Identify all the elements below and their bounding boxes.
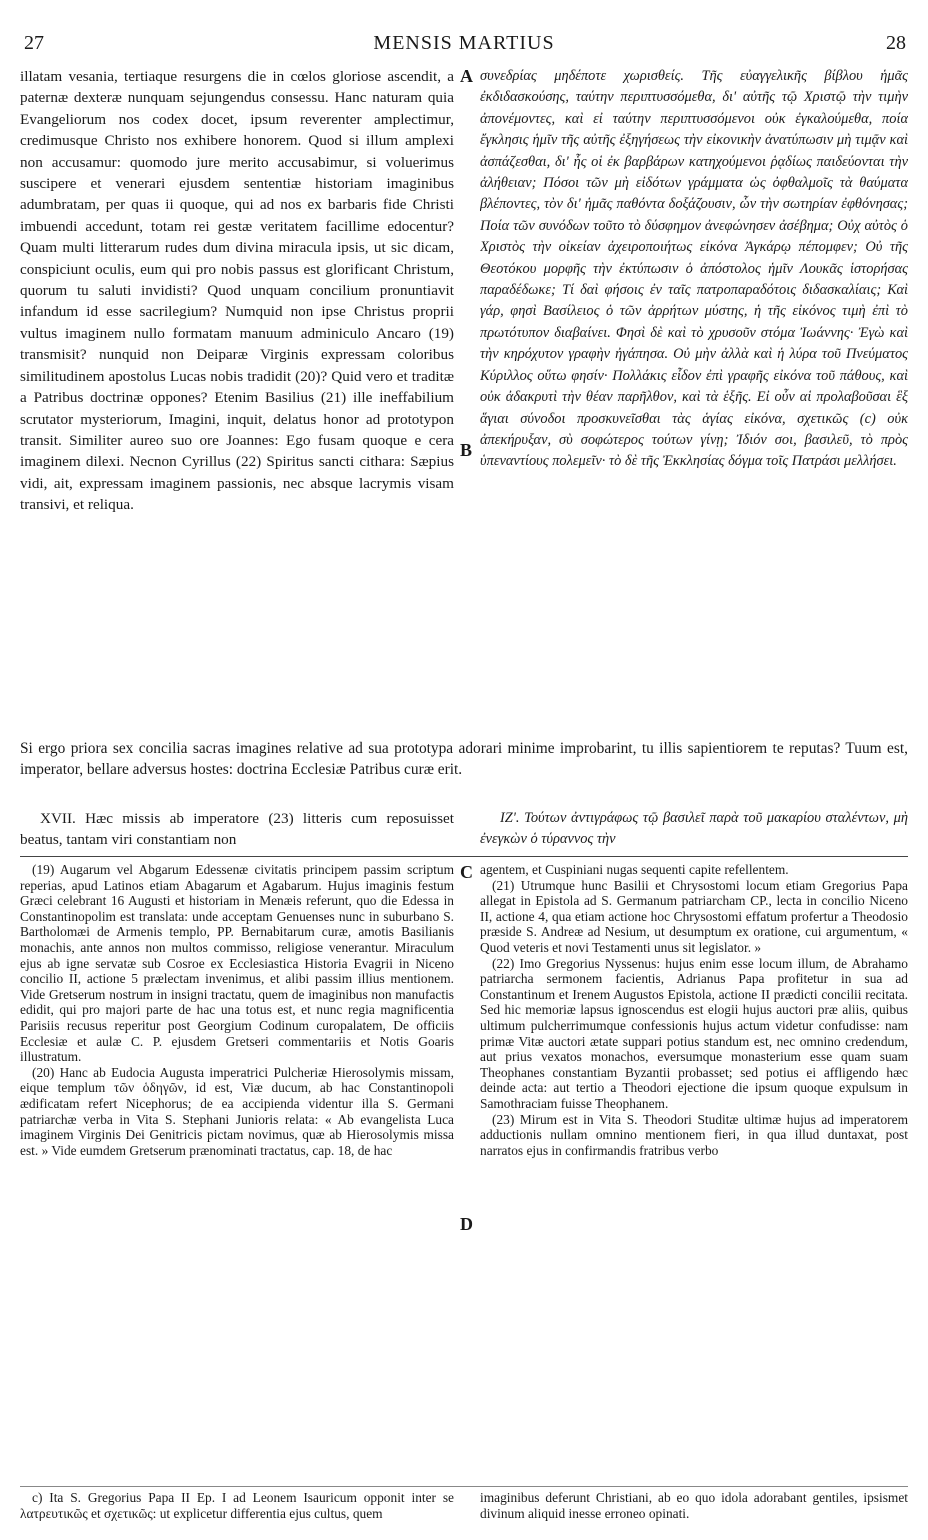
section-xvii-greek: [480, 808, 908, 852]
latin-conclusion-text: Si ergo priora sex concilia sacras imagines relative ad sua prototypa adorari minime improbarint, tu illis sapientiorem te reputas? Tuum est, imperator, bellare adversus hostes: doctrina Ecclesiæ Patribus curæ erit.: [20, 740, 908, 779]
notes-right-column: [480, 862, 908, 1482]
margin-letter-b: B: [460, 440, 473, 460]
page-number-left: 27: [24, 32, 44, 54]
margin-letter-c: C: [460, 862, 473, 882]
latin-main-text: illatam vesania, tertiaque resurgens die in cœlos gloriose ascendit, a paternæ dexteræ nunquam sejungendus consessu. Hanc naturam quia Evangeliorum nos codex docet, ipsum reverenter amplectimur, credimusque Christo nos exhibere honorem. Quod si illum amplexi non accusamur: quomodo jure merito accusabimur, si voluerimus suscipere et venerari ejusdem sententiæ historiam imaginibus adumbratam, per quas ii quoque, qui ad nos ex barbaris fide Christi imbuendi accedunt, totam rei gestæ veritatem facillime edocentur? Quam multi litterarum rudes dum divina miracula ipsis, ut sic dicam, conspiciunt oculis, eum qui pro nobis passus est glorificant Christum, quorum tu saluti invidisti? Quod unquam concilium pronuntiavit infandum id esse sacrilegium? Numquid non ipse Christus proprii vultus imaginem nullo formatam manuum adminiculo Ancaro (19) transmisit? nunquid non Deiparæ Virginis expressam coloribus similitudinem apostolus Lucas nobis tradidit (20)? Quid vero et traditæ a Patribus doctrinæ oppones? Etenim Basilius (21) ille ineffabilium scrutator mysteriorum, Imagini, inquit, delatus honor ad prototypon transit. Similiter aureo suo ore Joannes: Ego fusam quoque e cera imaginem dilexi. Necnon Cyrillus (22) Spiritus sancti cithara: Sæpius vidi, ait, expressam imaginem passionis, nec absque lacrymis visam transivi, et reliqua.: [20, 68, 454, 514]
footnote-separator: [20, 1486, 908, 1487]
footnote-c-right: [480, 1490, 908, 1538]
footnote-c-continuation: imaginibus deferunt Christiani, ab eo quo idola adorabant gentiles, ipsismet divinum aliquid inesse erroneo opinati.: [480, 1490, 908, 1521]
margin-letter-a: A: [460, 66, 473, 86]
greek-main-text: συνεδρίας μηδέποτε χωρισθείς. Τῆς εὐαγγελικῆς βίβλου ἡμᾶς ἐκδιδασκούσης, ταύτην περιπτυσσόμεθα, δι' αὐτῆς τῷ Χριστῷ τὴν τιμὴν ἀπονέμοντες, καὶ εἰ ταύτην περιπτυσσόμενοι οὐκ ἐγκαλούμεθα, ποία ἔγκλησις ἡμῖν τῆς αὐτῆς ἐξηγήσεως τὴν εἰκονικὴν ἀνατύπωσιν μὴ τιμᾷν καὶ ἀσπάζεσθαι, δι' ἧς οἱ ἐκ βαρβάρων κατηχούμενοι ῥᾳδίως παιδεύονται τὴν ἀλήθειαν; Πόσοι τῶν μὴ εἰδότων γράμματα ὡς ὀφθαλμοῖς τὰ θαύματα βλέποντες, τὸν δι' ἡμᾶς παθόντα δοξάζουσιν, ὧν τὴν σωτηρίαν ἐφθόνησας; Ποία τῶν συνόδων τοῦτο τὸ δύσφημον ἀνεφώνησεν ἀσέβημα; Οὐχ αὐτὸς ὁ Χριστὸς τὴν οἰκείαν ἀχειροποιήτως εἰκόνα Ἀγκάρῳ πέπομφεν; Οὐ τῆς Θεοτόκου μορφῆς τὴν ἐκτύπωσιν ὁ ἀπόστολος ἡμῖν Λουκᾶς ἱστορήσας παραδέδωκε; Τί δαὶ φήσοις ἐν ταῖς πατροπαραδότοις διδασκαλίαις; Καὶ γάρ, φησὶ Βασίλειος ὁ τῶν ἀρρήτων μύστης, ἡ τῆς εἰκόνος τιμὴ ἐπὶ τὸ πρωτότυπον διαβαίνει. Φησὶ δὲ καὶ τὸ χρυσοῦν στόμα Ἰωάννης· Ἐγὼ καὶ τὴν κηρόχυτον γραφὴν ἠγάπησα. Οὐ μὴν ἀλλὰ καὶ ἡ λύρα τοῦ Πνεύματος Κύριλλος οὕτω φησίν· Πολλάκις εἶδον ἐπὶ γραφῆς εἰκόνα τοῦ πάθους, καὶ οὐκ ἀδακρυτὶ τὴν θέαν παρῆλθον, καὶ τὰ ἑξῆς. Εἰ οὖν αἱ προλαβοῦσαι ἓξ ἅγιαι σύνοδοι προσκυνεῖσθαι τὰς ἁγίας εἰκόνα, σχετικῶς (c) οὐκ ἀπεκήρυξαν, σὺ σοφώτερος τούτων γίνῃ; Ἰδιόν σοι, βασιλεῦ, τὸ πρὸς ὑπεναντίους πολεμεῖν· τὸ δὲ τῆς Ἐκκλησίας δόγμα τοῖς Πατράσι μελλήσει.: [480, 68, 908, 470]
note-22: (22) Imo Gregorius Nyssenus: hujus enim esse locum illum, de Abrahamo patriarcha sermonem facientis, Adrianus Papa profitetur in sua ad Constantinum et Irenem Augustos Epistola, actione II prædicti concilii recitata. Sed hic memoriæ lapsus ignoscendus est elogii hujus auctori præ aliis, quibus ultimum pulcherrimumque confessionis hujus actum videtur confudisse: nam primæ Vitæ auctori ætate suppari potius standum est, nec omnino credendum, aut prius vexatos monachos, eversumque monasterium esse quam suam Theophanes constantiam Byzantii probasset; sed potius ei affligendo hæc deinde acta: aut tertio a Theodori ejectione die ipsum quoque expulsum in Samothraciam fuisse Theophanem.: [480, 955, 908, 1111]
notes-left-column: [20, 862, 454, 1482]
notes-separator: [20, 856, 908, 857]
latin-main-column: [20, 66, 454, 738]
note-19: (19) Augarum vel Abgarum Edessenæ civitatis principem passim scriptum reperias, apud Latinos etiam Abagarum et Agabarum. Hujus imaginis festum Græci celebrant 16 Augusti et historiam in Menæis referunt, quo die Edessa in Constantinopolim est translata: unde acceptam Genuenses nunc in suburbano S. Bartholomæi de Armenis templo, PP. Bernabitarum curæ, amotis Basilianis monachis, ante annos non multos commisso, religiose venerantur. Miraculum ejus ab igne servatæ sub Cosroe ex Ecclesiastica Historia Evagrii in Niceno concilio II, actione 5 prælectam invenimus, et alibi passim illius mentionem. Vide Gretserum nostrum in insigni tractatu, quem de imaginibus non manufactis edidit, qui pro majori parte de hac una totus est, et nunc regia magnificentia Parisiis recusus reperitur post Georgium Codinum curopalatem, De officiis Ecclesiæ et aulæ C. P. ejusdem Gretseri commentariis et Notis Goaris illustratum.: [20, 862, 454, 1065]
footnote-c-text: c) Ita S. Gregorius Papa II Ep. I ad Leonem Isauricum opponit inter se λατρευτικῶς et σχετικῶς: ut explicetur differentia ejus cultus, quem: [20, 1490, 454, 1521]
page-title: MENSIS MARTIUS: [373, 32, 555, 54]
section-xvii-latin-text: XVII. Hæc missis ab imperatore (23) litteris cum reposuisset beatus, tantam viri constantiam non: [20, 810, 454, 849]
margin-letter-d: D: [460, 1214, 473, 1234]
note-21: (21) Utrumque hunc Basilii et Chrysostomi locum etiam Gregorius Papa allegat in Epistola ad S. Germanum patriarcham CP., lecta in concilio Niceno II, actione 4, qua etiam actione hoc Chrysostomi effatum profertur a Theodosio præside S. Andreæ ad Nesium, ut desumptum ex oratione, cui argumentum, « Quod veteris et novi Testamenti unus sit legislator. »: [480, 877, 908, 955]
greek-main-column: [480, 66, 908, 738]
section-xvii-greek-text: ΙΖʹ. Τούτων ἀντιγράφως τῷ βασιλεῖ παρὰ τοῦ μακαρίου σταλέντων, μὴ ἐνεγκὼν ὁ τύραννος τὴν: [480, 810, 908, 848]
note-23: (23) Mirum est in Vita S. Theodori Studitæ ultimæ hujus ad imperatorem adductionis nullam omnino mentionem fieri, in qua illud duntaxat, post narratos ejus in confirmandis fratribus verbo: [480, 1111, 908, 1158]
latin-conclusion: [20, 738, 908, 804]
note-continuation: agentem, et Cuspiniani nugas sequenti capite refellentem.: [480, 862, 789, 877]
footnote-c-left: [20, 1490, 454, 1538]
page-number-right: 28: [886, 32, 906, 54]
section-xvii-latin: [20, 808, 454, 852]
note-20: (20) Hanc ab Eudocia Augusta imperatrici Pulcheriæ Hierosolymis missam, eique templum τῶν ὁδηγῶν, id est, Viæ ducum, ab hac Constantinopoli ædificatam refert Nicephorus; de ea accipienda videntur illa S. Germani patriarchæ verba in Vita S. Stephani Junioris relata: « Ab evangelista Luca imaginem Virginis Dei Genitricis pictam novimus, quæ ab Hierosolymis missa est. » Vide eumdem Gretserum prænominati tractatus, cap. 18, de hac: [20, 1064, 454, 1158]
